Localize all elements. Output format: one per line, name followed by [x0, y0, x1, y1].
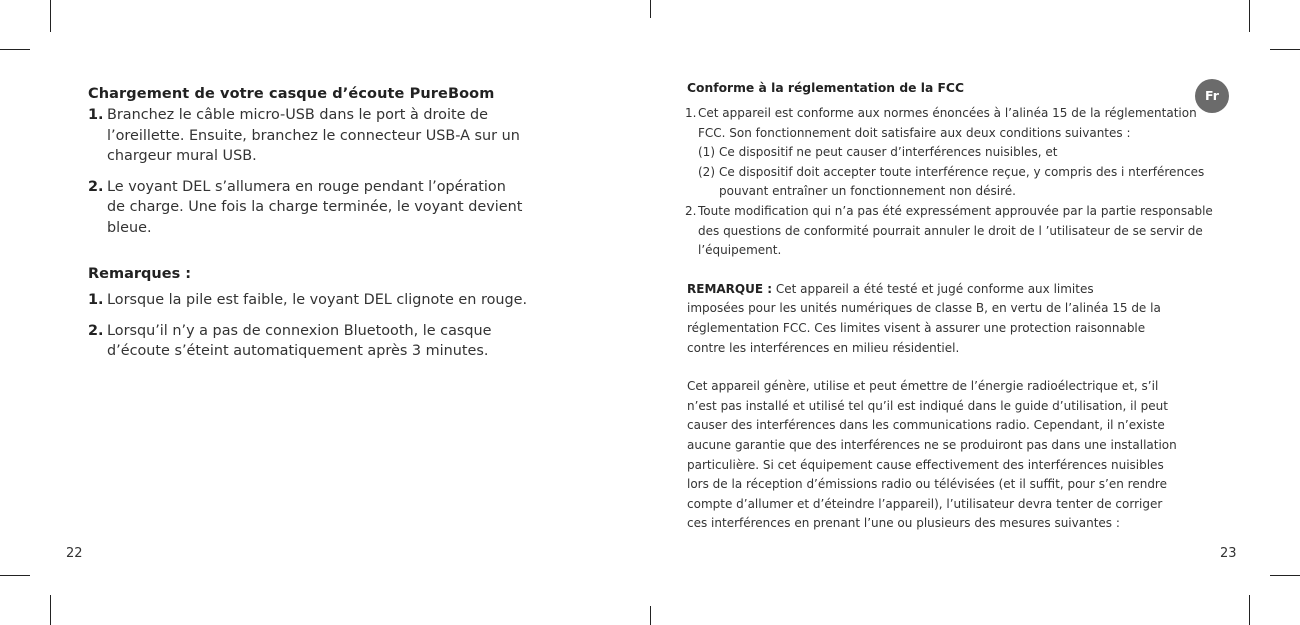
subitem-text: Ce dispositif ne peut causer d’interférences nuisibles, et [719, 145, 1058, 160]
fcc-paragraph: Cet appareil génère, utilise et peut émettre de l’énergie radioélectrique et, s’il n’est pas installé et utilisé tel qu’il est indiqué dans le guide d’utilisation, il peut causer des interférences dans les communications radio. Cependant, il n’existe aucune garantie que des interférences ne se produiront pas dans une installation particulière. Si cet équipement cause effectivement des interférences nuisibles lors de la réception d’émissions radio ou télévisées (et il suffit, pour s’en rendre compte d’allumer et d’éteindre l’appareil), l’utilisateur devra tenter de corriger ces interférences en prenant l’une ou plusieurs des mesures suivantes : [687, 379, 1177, 531]
left-page-content [88, 86, 528, 372]
list-item [88, 177, 528, 239]
subitem-number: (1) [698, 145, 715, 160]
fcc-note [687, 280, 1217, 358]
step-text: Le voyant DEL s’allumera en rouge pendant l’opération de charge. Une fois la charge terminée, le voyant devient bleue. [107, 178, 523, 236]
crop-mark [1249, 0, 1250, 32]
fcc-subitem [687, 163, 1217, 202]
step-text: Branchez le câble micro-USB dans le port à droite de l’oreillette. Ensuite, branchez le connecteur USB-A sur un chargeur mural USB. [107, 107, 520, 164]
item-number: 1. [685, 106, 697, 120]
item-text: Toute modification qui n’a pas été expressément approuvée par la partie responsable des questions de conformité pourrait annuler le droit de l ’utilisateur de se servir de l’équipement. [698, 203, 1213, 258]
crop-mark [650, 0, 651, 18]
fcc-item-2 [687, 202, 1217, 261]
subitem-number: (2) [698, 164, 715, 179]
crop-mark [50, 595, 51, 625]
page-number-left: 22 [66, 546, 83, 561]
crop-mark [1270, 575, 1300, 576]
list-item [88, 321, 528, 362]
note-text: Lorsque la pile est faible, le voyant DEL clignote en rouge. [107, 292, 528, 308]
item-number: 2. [685, 203, 697, 218]
fcc-title: Conforme à la réglementation de la FCC [687, 81, 964, 95]
crop-mark [1249, 595, 1250, 625]
list-item [88, 105, 528, 167]
fcc-item-1 [687, 104, 1217, 143]
crop-mark [0, 575, 30, 576]
crop-mark [650, 606, 651, 625]
crop-mark [1270, 49, 1300, 50]
note-body: Cet appareil a été testé et jugé conforme aux limites imposées pour les unités numériques de classe B, en vertu de l’alinéa 15 de la réglementation FCC. Ces limites visent à assurer une protection raisonnable contre les interférences en milieu résidentiel. [687, 281, 1161, 355]
list-item [88, 290, 528, 311]
note-label: REMARQUE : [687, 281, 773, 296]
charging-title: Chargement de votre casque d’écoute PureBoom [88, 86, 495, 102]
notes-list [88, 290, 528, 362]
right-page-content [687, 78, 1217, 534]
note-number: 1. [88, 292, 104, 308]
language-badge: Fr [1195, 79, 1229, 113]
fcc-subitem [687, 143, 1217, 163]
note-text: Lorsqu’il n’y a pas de connexion Bluetooth, le casque d’écoute s’éteint automatiquement après 3 minutes. [107, 322, 492, 359]
step-number: 1. [88, 107, 104, 123]
note-number: 2. [88, 322, 104, 339]
page-number-right: 23 [1220, 546, 1237, 561]
step-number: 2. [88, 178, 104, 195]
subitem-text: Ce dispositif doit accepter toute interférence reçue, y compris des i nterférences pouvant entraîner un fonctionnement non désiré. [719, 164, 1205, 199]
crop-mark [50, 0, 51, 32]
charging-steps [88, 105, 528, 238]
item-text: Cet appareil est conforme aux normes énoncées à l’alinéa 15 de la réglementation FCC. Son fonctionnement doit satisfaire aux deux conditions suivantes : [698, 106, 1197, 140]
notes-title: Remarques : [88, 266, 192, 282]
crop-mark [0, 49, 30, 50]
